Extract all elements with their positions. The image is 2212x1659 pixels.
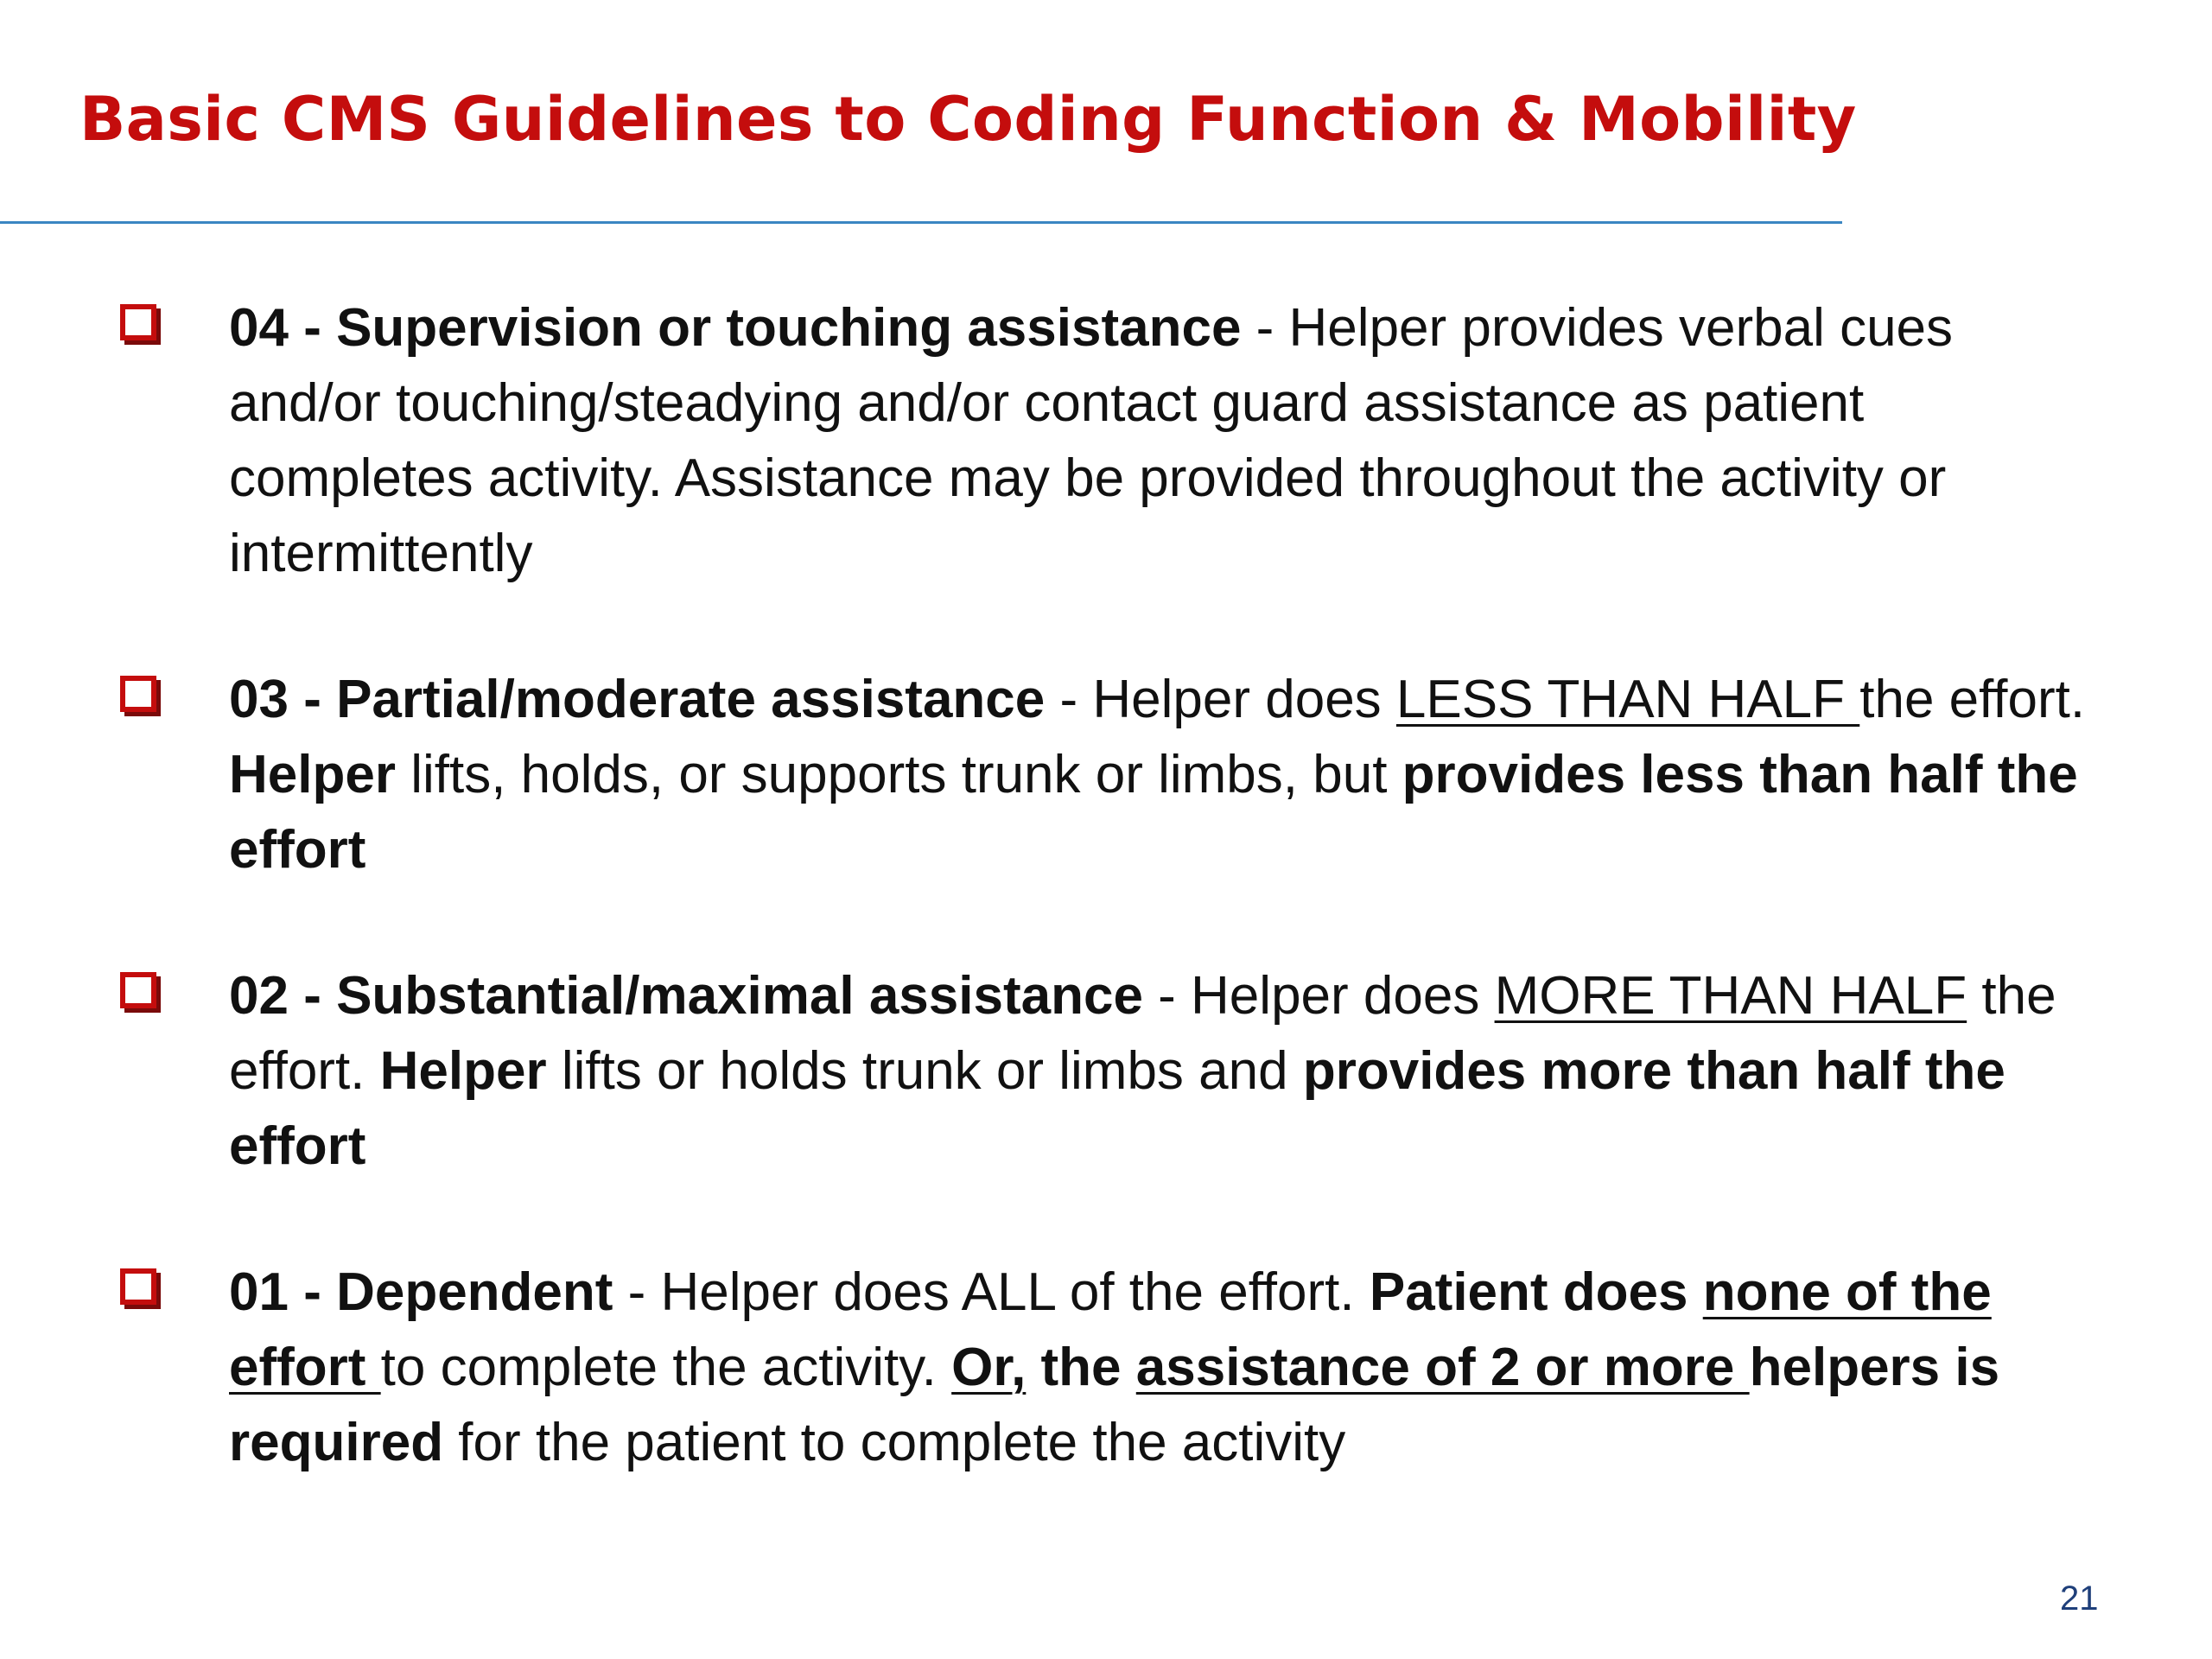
item-bold: Patient does	[1369, 1262, 1703, 1322]
title-divider	[0, 221, 1842, 224]
item-text: for the patient to complete the activity	[443, 1413, 1346, 1472]
item-emphasis: MORE THAN HALF	[1494, 966, 1967, 1026]
list-item-02	[0, 958, 2100, 1184]
checkbox-square-icon	[120, 1268, 156, 1305]
item-code: 04 -	[229, 298, 337, 358]
item-text: - Helper provides verbal cues and/or touching/steadying and/or contact guard assistance as patient completes activity. Assistance may be provided throughout the activity or intermittently	[229, 298, 1954, 583]
list-item-03	[0, 662, 2100, 887]
item-text: the effort.	[229, 966, 2056, 1101]
item-code: 02 -	[229, 966, 337, 1026]
item-text: lifts, holds, or supports trunk or limbs, but	[395, 745, 1402, 804]
item-text: - Helper does	[1045, 670, 1396, 729]
item-text: lifts or holds trunk or limbs and	[546, 1041, 1303, 1101]
item-code: 01 -	[229, 1262, 337, 1322]
item-emphasis: none of the effort	[229, 1262, 1992, 1397]
checkbox-square-icon	[120, 972, 156, 1008]
item-bold: Helper	[379, 1041, 547, 1101]
item-text: - Helper does	[1142, 966, 1495, 1026]
list-item-04	[0, 290, 2100, 591]
slide-title: Basic CMS Guidelines to Coding Function & Mobility	[79, 84, 1857, 155]
page-number: 21	[2060, 1580, 2099, 1618]
item-code: 03 -	[229, 670, 337, 729]
item-text: to complete the activity.	[380, 1338, 952, 1397]
item-heading: Supervision or touching assistance	[336, 298, 1242, 358]
item-text: - Helper does ALL of the effort.	[613, 1262, 1370, 1322]
item-bold: the	[1026, 1338, 1136, 1397]
item-heading: Partial/moderate assistance	[336, 670, 1046, 729]
checkbox-square-icon	[120, 304, 156, 340]
item-heading: Substantial/maximal assistance	[336, 966, 1143, 1026]
list-item-01	[0, 1255, 2100, 1480]
item-heading: Dependent	[336, 1262, 613, 1322]
item-emphasis: assistance of 2 or more	[1135, 1338, 1750, 1397]
item-bold: Helper	[229, 745, 396, 804]
item-bold: provides less than half the effort	[229, 745, 2078, 880]
item-bold: provides more than half the effort	[229, 1041, 2005, 1176]
item-text: the effort.	[1859, 670, 2086, 729]
checkbox-square-icon	[120, 676, 156, 712]
guideline-list	[0, 290, 2212, 1480]
item-bold: helpers is required	[229, 1338, 2000, 1472]
item-emphasis: Or,	[951, 1338, 1027, 1397]
item-emphasis: LESS THAN HALF	[1395, 670, 1860, 729]
